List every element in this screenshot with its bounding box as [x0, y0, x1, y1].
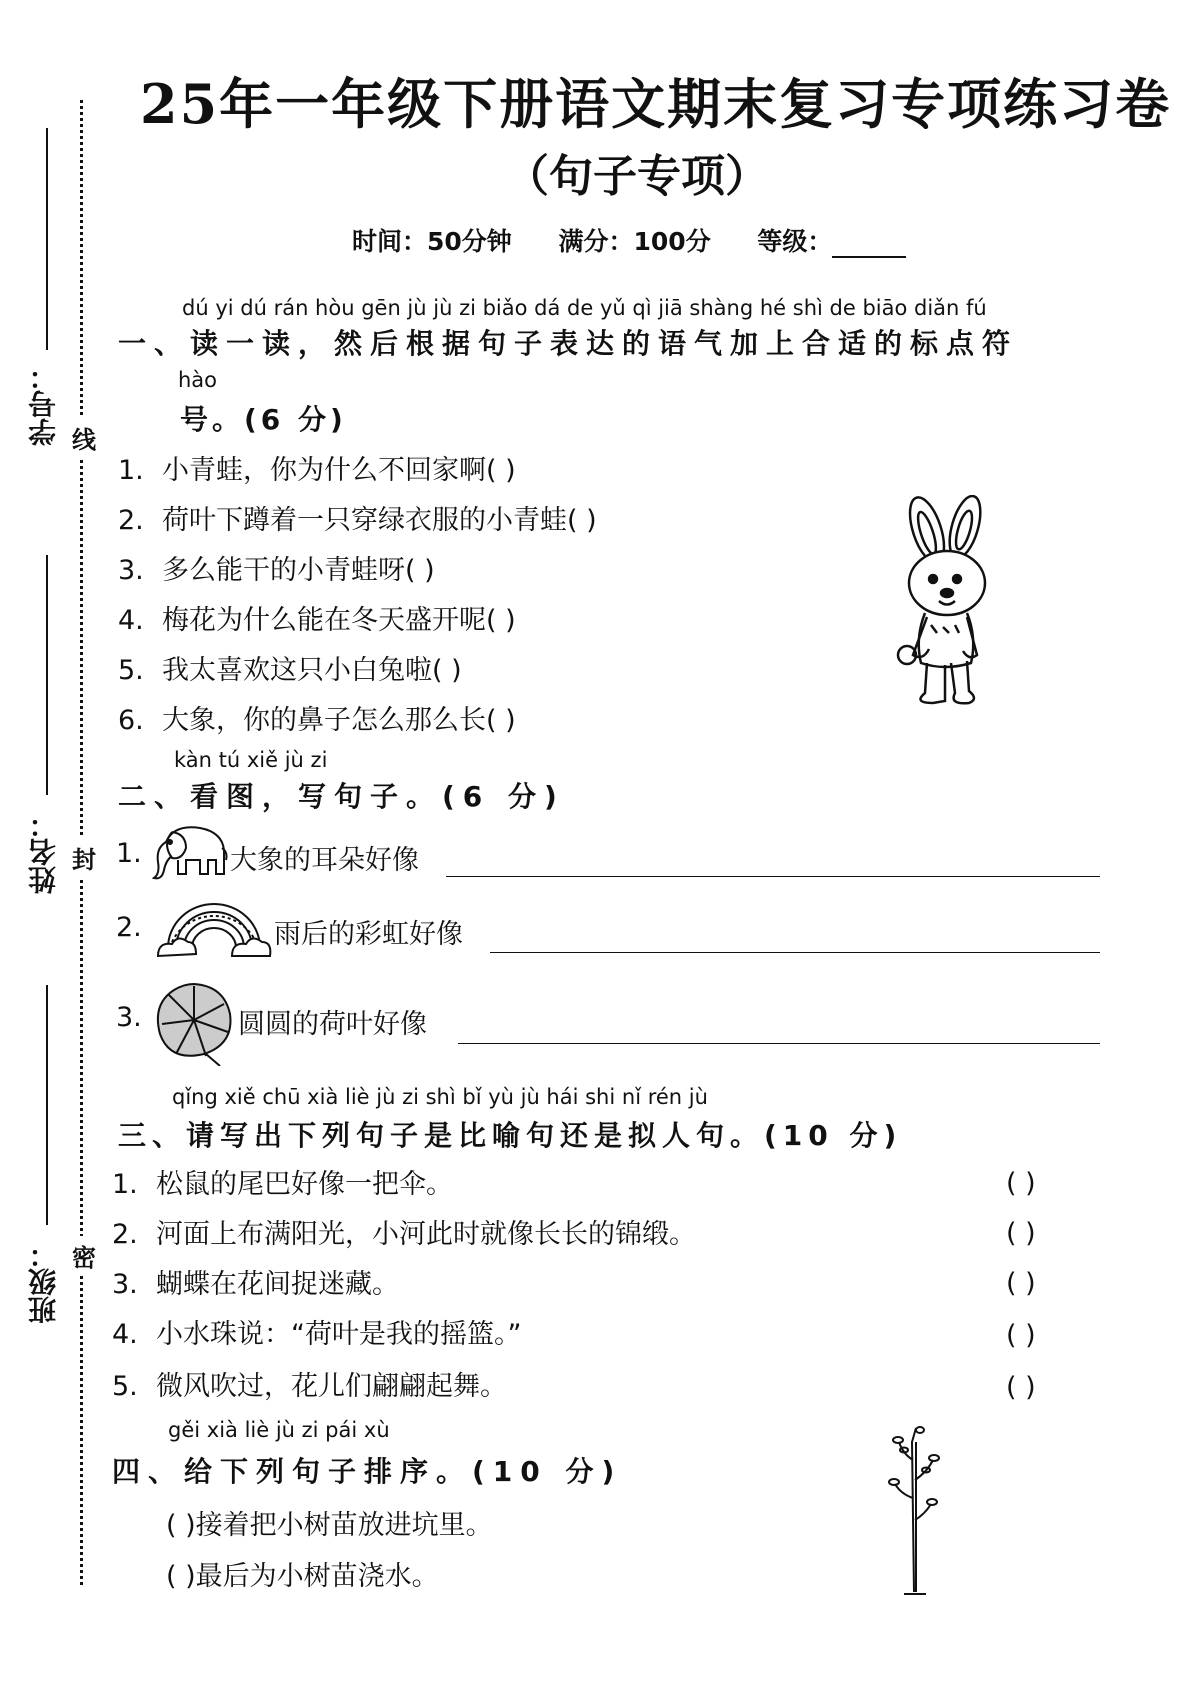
s2-answer-line-1[interactable] [446, 876, 1100, 877]
rainbow-icon [156, 896, 272, 962]
s2-num-3: 3. [116, 1002, 142, 1033]
s3-paren-5[interactable]: ( ) [1006, 1372, 1036, 1403]
section4-pinyin: gěi xià liè jù zi pái xù [168, 1418, 390, 1442]
student-id-label: 学号： [27, 362, 60, 446]
seal-char: 封 [72, 838, 96, 877]
student-id-rule [46, 128, 48, 350]
s4-item-2[interactable]: ( )最后为小树苗浇水。 [166, 1561, 439, 1592]
s3-paren-3[interactable]: ( ) [1006, 1268, 1036, 1299]
s2-text-3: 圆圆的荷叶好像 [238, 1009, 427, 1040]
section2-heading: 二、看图，写句子。(6 分) [118, 780, 565, 813]
s2-num-1: 1. [116, 838, 142, 869]
secret-char: 密 [72, 1236, 96, 1275]
s3-item-1: 1. 松鼠的尾巴好像一把伞。 [112, 1169, 453, 1200]
lotus-leaf-icon [154, 976, 236, 1066]
s3-paren-2[interactable]: ( ) [1006, 1218, 1036, 1249]
s3-item-4: 4. 小水珠说：“荷叶是我的摇篮。” [112, 1319, 522, 1350]
page-title: 25年一年级下册语文期末复习专项练习卷 [140, 72, 1172, 136]
section4-heading: 四、给下列句子排序。(10 分) [112, 1455, 623, 1488]
s1-item-3: 3. 多么能干的小青蛙呀( ) [118, 555, 435, 586]
section1-heading: 一、读一读，然后根据句子表达的语气加上合适的标点符 [118, 327, 1019, 360]
s3-item-5: 5. 微风吹过，花儿们翩翩起舞。 [112, 1371, 507, 1402]
s3-paren-4[interactable]: ( ) [1006, 1320, 1036, 1351]
class-rule [46, 985, 48, 1225]
class-label: 班级： [27, 1240, 60, 1324]
s2-answer-line-3[interactable] [458, 1043, 1100, 1044]
time-info: 时间：50分钟 [352, 227, 512, 256]
s2-text-2: 雨后的彩虹好像 [274, 919, 463, 950]
s1-item-2: 2. 荷叶下蹲着一只穿绿衣服的小青蛙( ) [118, 505, 597, 536]
section3-heading: 三、请写出下列句子是比喻句还是拟人句。(10 分) [118, 1119, 903, 1152]
s2-num-2: 2. [116, 912, 142, 943]
s3-paren-1[interactable]: ( ) [1006, 1168, 1036, 1199]
s4-item-1[interactable]: ( )接着把小树苗放进坑里。 [166, 1510, 493, 1541]
section2-pinyin: kàn tú xiě jù zi [174, 748, 328, 772]
section1-pinyin: dú yi dú rán hòu gēn jù jù zi biǎo dá de yǔ qì jiā shàng hé shì de biāo diǎn fú [182, 296, 987, 320]
s3-item-2: 2. 河面上布满阳光，小河此时就像长长的锦缎。 [112, 1219, 696, 1250]
rabbit-icon [885, 495, 1025, 715]
name-label: 姓名： [27, 810, 60, 894]
elephant-icon [152, 822, 228, 884]
section1-pinyin-2: hào [178, 368, 218, 392]
full-score-info: 满分：100分 [558, 227, 711, 256]
s2-answer-line-2[interactable] [490, 952, 1100, 953]
sapling-icon [878, 1420, 948, 1595]
grade-label: 等级： [757, 227, 833, 256]
name-rule [46, 555, 48, 795]
s1-item-4: 4. 梅花为什么能在冬天盛开呢( ) [118, 605, 516, 636]
s1-item-6: 6. 大象，你的鼻子怎么那么长( ) [118, 705, 516, 736]
line-char: 线 [72, 418, 96, 457]
section1-heading-2: 号。(6 分) [180, 403, 347, 436]
section3-pinyin: qǐng xiě chū xià liè jù zi shì bǐ yù jù hái shi nǐ rén jù [172, 1085, 708, 1109]
s3-item-3: 3. 蝴蝶在花间捉迷藏。 [112, 1269, 399, 1300]
grade-blank[interactable] [832, 232, 906, 258]
s1-item-1: 1. 小青蛙，你为什么不回家啊( ) [118, 455, 516, 486]
exam-meta [352, 222, 944, 258]
s2-text-1: 大象的耳朵好像 [230, 845, 419, 876]
s1-item-5: 5. 我太喜欢这只小白兔啦( ) [118, 655, 462, 686]
page-subtitle: （句子专项） [505, 151, 769, 202]
